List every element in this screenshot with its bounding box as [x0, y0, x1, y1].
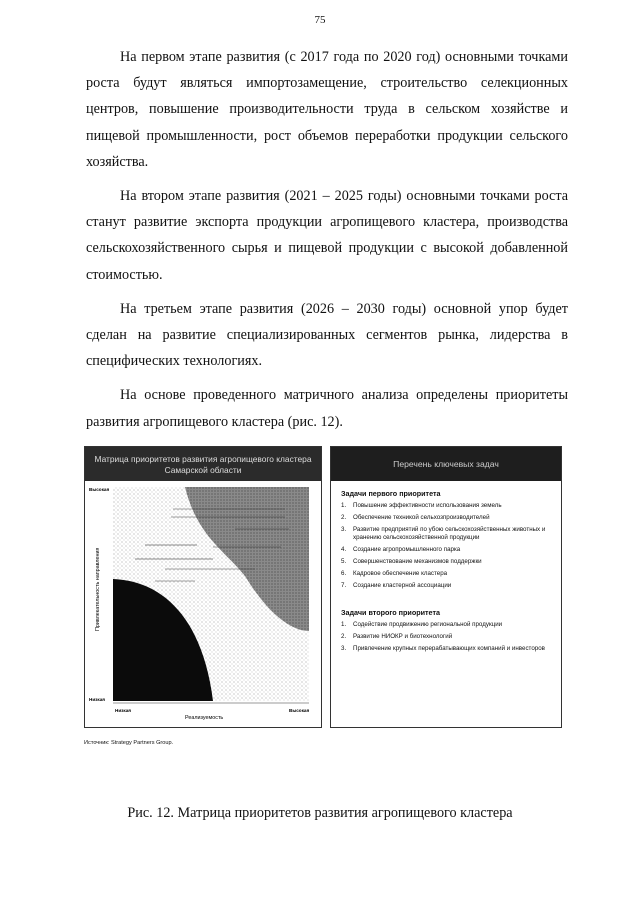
matrix-title-line2: Самарской области [164, 464, 242, 475]
matrix-title-line1: Матрица приоритетов развития агропищевого кластера [94, 454, 312, 464]
group2-list [339, 621, 553, 653]
x-low-label: Низкая [115, 708, 131, 713]
task-item: 4. Создание агропромышленного парка [341, 546, 461, 553]
figure-12 [84, 446, 560, 771]
figure-caption: Рис. 12. Матрица приоритетов развития агропищевого кластера [127, 805, 513, 821]
x-axis-title: Реализуемость [185, 715, 224, 721]
key-tasks-panel [330, 446, 562, 728]
y-low-label: Низкая [89, 697, 105, 702]
priority-matrix [84, 446, 322, 728]
page-number: 75 [314, 14, 326, 26]
body-text [86, 44, 568, 443]
task-item: 6. Кадровое обеспечение кластера [341, 570, 448, 577]
matrix-header [85, 447, 321, 481]
y-axis-title: Привлекательность направления [95, 547, 101, 631]
task-item: 3. Развитие предприятий по убою сельскохозяйственных животных и хранению сельскохозяйственной продукции [341, 526, 546, 541]
x-high-label: Высокая [289, 708, 310, 713]
y-high-label: Высокая [89, 487, 110, 492]
matrix-zones [113, 487, 309, 701]
tasks-body [331, 481, 561, 653]
matrix-plot [85, 481, 321, 727]
paragraph-3: На третьем этапе развития (2026 – 2030 годы) основной упор будет сделан на развитие специализированных сегментов рынка, лидерства в специфических технологиях. [86, 300, 568, 370]
task-item: 2. Обеспечение техникой сельхозпроизводителей [341, 514, 490, 521]
tasks-header: Перечень ключевых задач [331, 447, 561, 481]
group2-title: Задачи второго приоритета [341, 608, 440, 617]
task-item: 1. Повышение эффективности использования земель [341, 502, 502, 509]
paragraph-4: На основе проведенного матричного анализа определены приоритеты развития агропищевого кластера (рис. 12). [86, 387, 568, 430]
task-item: 7. Создание кластерной ассоциации [341, 582, 452, 589]
paragraph-2: На втором этапе развития (2021 – 2025 годы) основными точками роста станут развитие экспорта продукции агропищевого кластера, производства сельскохозяйственного сырья и пищевой продукции с высокой добавленной стоимостью. [86, 188, 568, 283]
group1-list [339, 502, 553, 590]
source-note: Источник: Strategy Partners Group. [84, 740, 174, 746]
paragraph-1: На первом этапе развития (с 2017 года по 2020 год) основными точками роста будут являться импортозамещение, строительство селекционных центров, повышение производительности труда в сельском хозяйстве и пищевой промышленности, рост объемов переработки продукции сельского хозяйства. [86, 49, 568, 170]
task-item: 2. Развитие НИОКР и биотехнологий [341, 633, 453, 640]
task-item: 3. Привлечение крупных перерабатывающих компаний и инвесторов [341, 645, 545, 652]
task-item: 1. Содействие продвижению региональной продукции [341, 621, 503, 628]
task-item: 5. Совершенствование механизмов поддержки [341, 558, 482, 565]
group1-title: Задачи первого приоритета [341, 489, 441, 498]
